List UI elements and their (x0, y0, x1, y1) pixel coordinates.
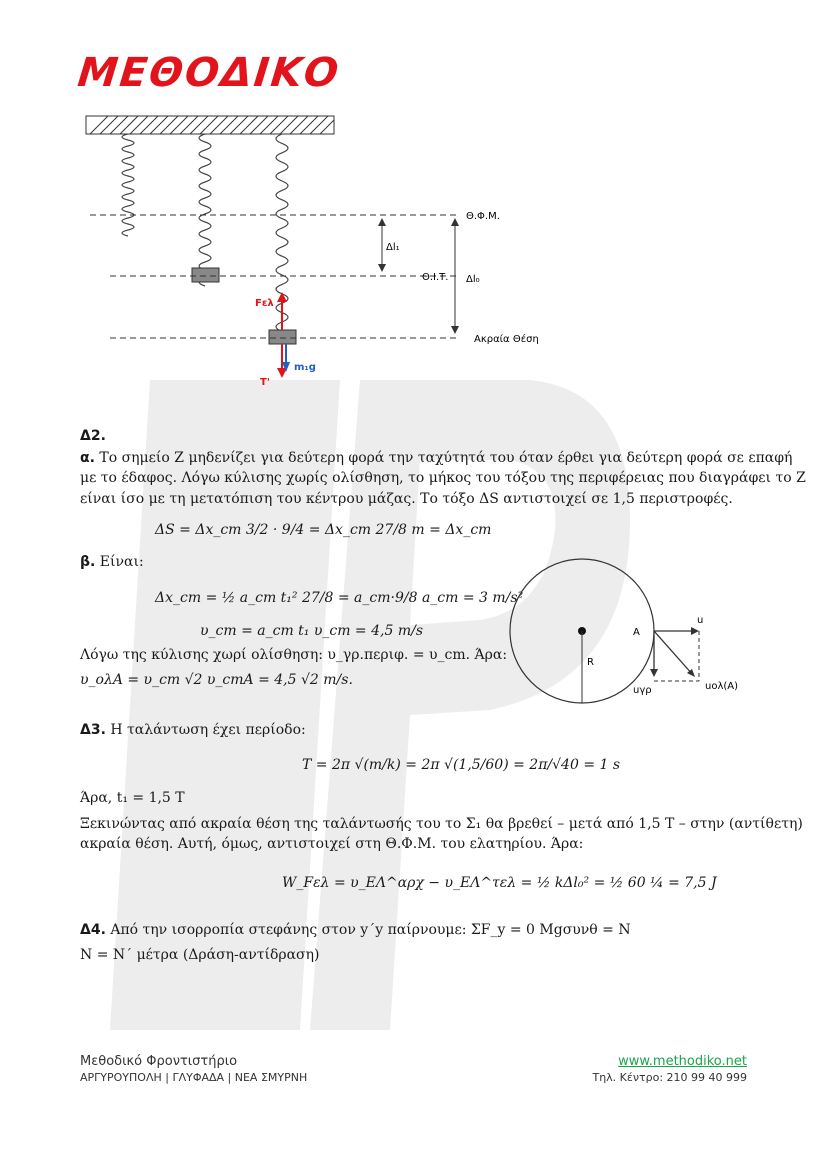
d2-a-line1 (80, 448, 792, 468)
d3-eq2: W_Fελ = υ_ΕΛ^αρχ − υ_ΕΛ^τελ = ½ kΔl₀² = ½ 60 ¼ = 7,5 J (282, 875, 717, 891)
d2-a-line2: με το έδαφος. Λόγω κύλισης χωρίς ολίσθηση, το μήκος του τόξου της περιφέρειας που διαγράφει το Ζ (80, 470, 806, 486)
d3-text: Η ταλάντωση έχει περίοδο: (110, 722, 306, 738)
d3-text4: ακραία θέση. Αυτή, όμως, αντιστοιχεί στη Θ.Φ.Μ. του ελατηρίου. Άρα: (80, 836, 584, 852)
d3-text2: Άρα, t₁ = 1,5 T (80, 790, 185, 806)
label-R: R (587, 657, 594, 668)
label-A: A (633, 627, 640, 638)
label-thfm: Θ.Φ.Μ. (466, 211, 500, 222)
d2-b-text: Είναι: (99, 554, 144, 570)
label-dl0: Δl₀ (466, 274, 480, 285)
d2-eq1: ΔS = Δx_cm 3/2 · 9/4 = Δx_cm 27/8 m = Δx_cm (155, 522, 492, 538)
label-akraia: Ακραία Θέση (474, 334, 539, 345)
d3-heading: Δ3. (80, 722, 106, 738)
label-tprime: T' (260, 377, 270, 388)
d2-eq4: υ_ολΑ = υ_cm √2 υ_cmΑ = 4,5 √2 m/s. (80, 672, 353, 688)
d2-heading: Δ2. (80, 428, 106, 444)
d4-text2: N = N΄ μέτρα (Δράση-αντίδραση) (80, 947, 320, 963)
d2-eq3: υ_cm = a_cm t₁ υ_cm = 4,5 m/s (200, 623, 424, 639)
label-m1g: m₁g (294, 362, 316, 373)
label-dl1: Δl₁ (386, 242, 400, 253)
spring-diagram (80, 110, 560, 400)
d4-line1 (80, 920, 631, 940)
footer-name: Μεθοδικό Φροντιστήριο (80, 1054, 238, 1069)
label-thit: Θ.Ι.Τ. (422, 272, 449, 283)
d3-eq1: T = 2π √(m/k) = 2π √(1,5/60) = 2π/√40 = 1 s (302, 757, 621, 773)
brand-logo: ΜΕΘΟΔΙΚΟ (75, 50, 343, 96)
d2-b-label: β. (80, 554, 96, 570)
d2-b-line (80, 552, 144, 572)
d3-text3: Ξεκινώντας από ακραία θέση της ταλάντωσής του το Σ₁ θα βρεθεί – μετά από 1,5 T – στην (αντίθετη) (80, 816, 803, 832)
d3-line (80, 720, 306, 740)
d2-a-text1: Το σημείο Ζ μηδενίζει για δεύτερη φορά την ταχύτητά του όταν έρθει για δεύτερη φορά σε επαφή (99, 450, 793, 466)
footer-website-link[interactable]: www.methodiko.net (618, 1054, 747, 1069)
footer-locations: ΑΡΓΥΡΟΥΠΟΛΗ | ΓΛΥΦΑΔΑ | ΝΕΑ ΣΜΥΡΝΗ (80, 1071, 308, 1084)
d4-heading: Δ4. (80, 922, 106, 938)
label-uol: uολ(A) (705, 681, 739, 692)
label-u: u (697, 615, 704, 626)
label-fel: Fελ (255, 298, 274, 309)
label-ugr: uγρ (633, 685, 652, 696)
d2-b-line2: Λόγω της κύλισης χωρί ολίσθηση: υ_γρ.περιφ. = υ_cm. Άρα: (80, 647, 508, 663)
d2-eq2: Δx_cm = ½ a_cm t₁² 27/8 = a_cm·9/8 a_cm = 3 m/s² (155, 590, 524, 606)
d2-a-label: α. (80, 450, 95, 466)
rolling-disk-diagram (505, 555, 760, 705)
d2-a-line3: είναι ίσο με τη μετατόπιση του κέντρου μάζας. Το τόξο ΔS αντιστοιχεί σε 1,5 περιστροφές. (80, 491, 733, 507)
d4-text1: Από την ισορροπία στεφάνης στον y΄y παίρνουμε: ΣF_y = 0 Mgσυνθ = N (110, 922, 631, 938)
footer-phone: Τηλ. Κέντρο: 210 99 40 999 (592, 1071, 747, 1084)
